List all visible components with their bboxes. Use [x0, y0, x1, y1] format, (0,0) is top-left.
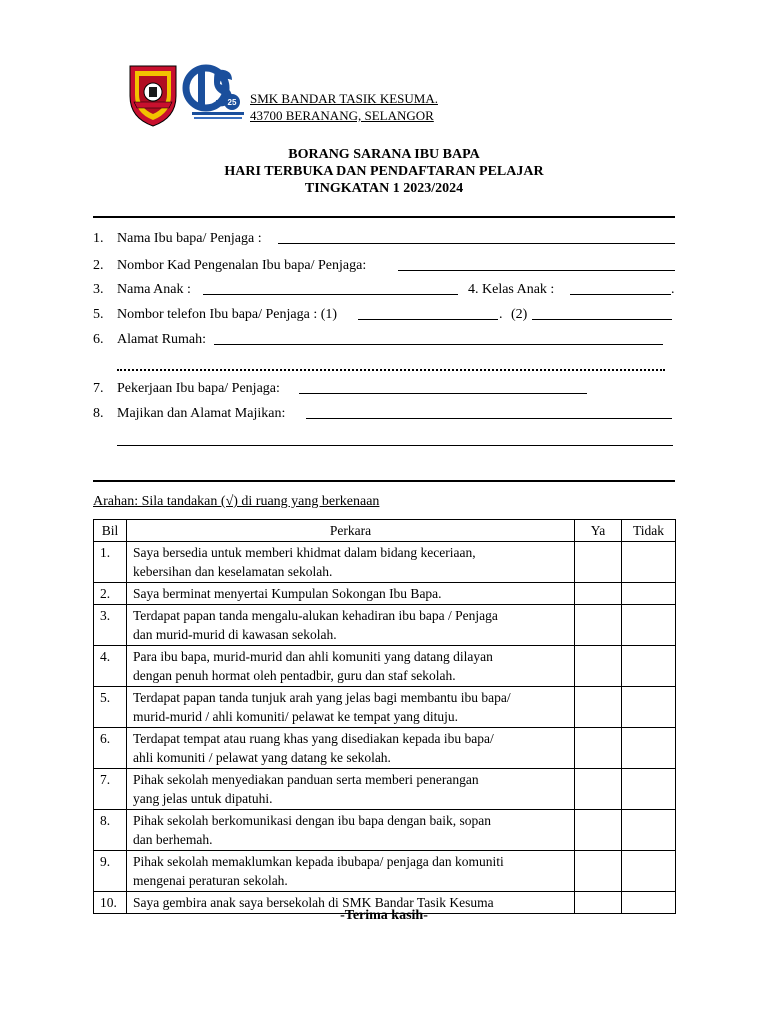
ya-checkbox[interactable]	[575, 687, 622, 728]
school-info	[250, 90, 438, 124]
logo2-number: 25	[227, 98, 237, 107]
row-number: 7.	[94, 769, 127, 810]
field-parent-name	[0, 230, 768, 250]
field-label: Majikan dan Alamat Majikan:	[117, 406, 286, 421]
row-statement	[127, 646, 575, 687]
table-row	[94, 605, 676, 646]
field-number: 2.	[93, 258, 104, 273]
ya-checkbox[interactable]	[575, 728, 622, 769]
row-number: 5.	[94, 687, 127, 728]
field-address	[0, 331, 768, 351]
field-child-name-class	[0, 281, 768, 301]
row-statement	[127, 728, 575, 769]
closing-thanks: -Terima kasih-	[340, 908, 428, 923]
row-number: 9.	[94, 851, 127, 892]
phone-2-label: (2)	[511, 307, 528, 322]
occupation-blank[interactable]	[299, 380, 587, 394]
employer-blank-2[interactable]	[117, 445, 673, 446]
field-label: Nombor telefon Ibu bapa/ Penjaga : (1)	[117, 307, 338, 322]
row-statement	[127, 769, 575, 810]
statement-line: dengan penuh hormat oleh pentadbir, guru dan staf sekolah.	[133, 668, 456, 683]
row-number: 1.	[94, 542, 127, 583]
row-statement	[127, 605, 575, 646]
table-row	[94, 542, 676, 583]
field-number: 3.	[93, 282, 104, 297]
statement-line: Saya bersedia untuk memberi khidmat dalam bidang keceriaan,	[133, 545, 476, 560]
employer-blank-1[interactable]	[306, 405, 672, 419]
survey-table	[93, 519, 676, 914]
row-number: 10.	[94, 892, 127, 914]
parent-name-blank[interactable]	[278, 230, 675, 244]
table-row	[94, 851, 676, 892]
statement-line: yang jelas untuk dipatuhi.	[133, 791, 273, 806]
field-employer	[0, 405, 768, 425]
title-line-3: TINGKATAN 1 2023/2024	[304, 181, 464, 196]
field-phone	[0, 306, 768, 326]
row-number: 3.	[94, 605, 127, 646]
ya-checkbox[interactable]	[575, 542, 622, 583]
field-parent-ic	[0, 257, 768, 277]
tidak-checkbox[interactable]	[622, 646, 676, 687]
title-line-2: HARI TERBUKA DAN PENDAFTARAN PELAJAR	[224, 164, 544, 179]
tidak-checkbox[interactable]	[622, 769, 676, 810]
ya-checkbox[interactable]	[575, 583, 622, 605]
statement-line: kebersihan dan keselamatan sekolah.	[133, 564, 333, 579]
statement-line: Terdapat papan tanda mengalu-alukan kehadiran ibu bapa / Penjaga	[133, 608, 498, 623]
title-line-1: BORANG SARANA IBU BAPA	[288, 147, 480, 162]
phone-separator: .	[499, 307, 503, 322]
field-number: 6.	[93, 332, 104, 347]
ya-checkbox[interactable]	[575, 769, 622, 810]
row-statement	[127, 583, 575, 605]
ya-checkbox[interactable]	[575, 851, 622, 892]
field-number: 7.	[93, 381, 104, 396]
statement-line: mengenai peraturan sekolah.	[133, 873, 288, 888]
statement-line: Pihak sekolah menyediakan panduan serta memberi penerangan	[133, 772, 479, 787]
field-label: Pekerjaan Ibu bapa/ Penjaga:	[117, 381, 280, 396]
statement-line: Terdapat papan tanda tunjuk arah yang jelas bagi membantu ibu bapa/	[133, 690, 511, 705]
form-title	[0, 146, 768, 197]
statement-line: murid-murid / ahli komuniti/ pelawat ke tempat yang dituju.	[133, 709, 459, 724]
parent-ic-blank[interactable]	[398, 257, 675, 271]
bottom-divider	[93, 480, 675, 482]
school-name: SMK BANDAR TASIK KESUMA.	[250, 91, 438, 106]
ya-checkbox[interactable]	[575, 810, 622, 851]
tidak-checkbox[interactable]	[622, 605, 676, 646]
instructions: Arahan: Sila tandakan (√) di ruang yang berkenaan	[93, 494, 380, 509]
statement-line: Terdapat tempat atau ruang khas yang disediakan kepada ibu bapa/	[133, 731, 494, 746]
statement-line: Pihak sekolah berkomunikasi dengan ibu bapa dengan baik, sopan	[133, 813, 492, 828]
row-statement	[127, 851, 575, 892]
statement-line: dan murid-murid di kawasan sekolah.	[133, 627, 337, 642]
class-label: 4. Kelas Anak :	[468, 282, 555, 297]
statement-line: Para ibu bapa, murid-murid dan ahli komuniti yang datang dilayan	[133, 649, 493, 664]
row-statement	[127, 687, 575, 728]
phone-1-blank[interactable]	[358, 306, 498, 320]
school-address: 43700 BERANANG, SELANGOR	[250, 108, 434, 123]
tidak-checkbox[interactable]	[622, 810, 676, 851]
table-row	[94, 583, 676, 605]
child-name-blank[interactable]	[203, 281, 458, 295]
header-ya: Ya	[575, 520, 622, 542]
statement-line: Saya berminat menyertai Kumpulan Sokongan Ibu Bapa.	[133, 586, 442, 601]
field-number: 8.	[93, 406, 104, 421]
phone-2-blank[interactable]	[532, 306, 672, 320]
table-row	[94, 728, 676, 769]
field-label: Nombor Kad Pengenalan Ibu bapa/ Penjaga:	[117, 258, 367, 273]
tidak-checkbox[interactable]	[622, 583, 676, 605]
address-blank-1[interactable]	[214, 331, 663, 345]
tidak-checkbox[interactable]	[622, 728, 676, 769]
field-occupation	[0, 380, 768, 400]
school-crest-icon	[128, 62, 248, 128]
table-row	[94, 687, 676, 728]
row-number: 2.	[94, 583, 127, 605]
tidak-checkbox[interactable]	[622, 542, 676, 583]
ya-checkbox[interactable]	[575, 646, 622, 687]
top-divider	[93, 216, 675, 218]
cs25-logo-icon	[186, 68, 244, 119]
tidak-checkbox[interactable]	[622, 687, 676, 728]
statement-line: Pihak sekolah memaklumkan kepada ibubapa/ penjaga dan komuniti	[133, 854, 504, 869]
row-number: 4.	[94, 646, 127, 687]
field-label: Nama Anak :	[117, 282, 191, 297]
field-label: Nama Ibu bapa/ Penjaga :	[117, 231, 262, 246]
tidak-checkbox[interactable]	[622, 851, 676, 892]
table-header-row	[94, 520, 676, 542]
header-tidak: Tidak	[622, 520, 676, 542]
statement-line: Saya gembira anak saya bersekolah di SMK Bandar Tasik Kesuma	[133, 895, 494, 910]
ya-checkbox[interactable]	[575, 605, 622, 646]
child-class-blank[interactable]	[570, 281, 671, 295]
field-number: 1.	[93, 231, 104, 246]
header-bil: Bil	[94, 520, 127, 542]
table-row	[94, 769, 676, 810]
row-number: 8.	[94, 810, 127, 851]
row-statement	[127, 542, 575, 583]
row-number: 6.	[94, 728, 127, 769]
header-perkara: Perkara	[127, 520, 575, 542]
table-row	[94, 810, 676, 851]
statement-line: ahli komuniti / pelawat yang datang ke sekolah.	[133, 750, 391, 765]
field-number: 5.	[93, 307, 104, 322]
address-blank-2[interactable]	[117, 369, 665, 371]
logos	[128, 62, 248, 133]
class-end: .	[671, 282, 675, 297]
field-label: Alamat Rumah:	[117, 332, 207, 347]
table-row	[94, 646, 676, 687]
row-statement	[127, 810, 575, 851]
statement-line: dan berhemah.	[133, 832, 213, 847]
